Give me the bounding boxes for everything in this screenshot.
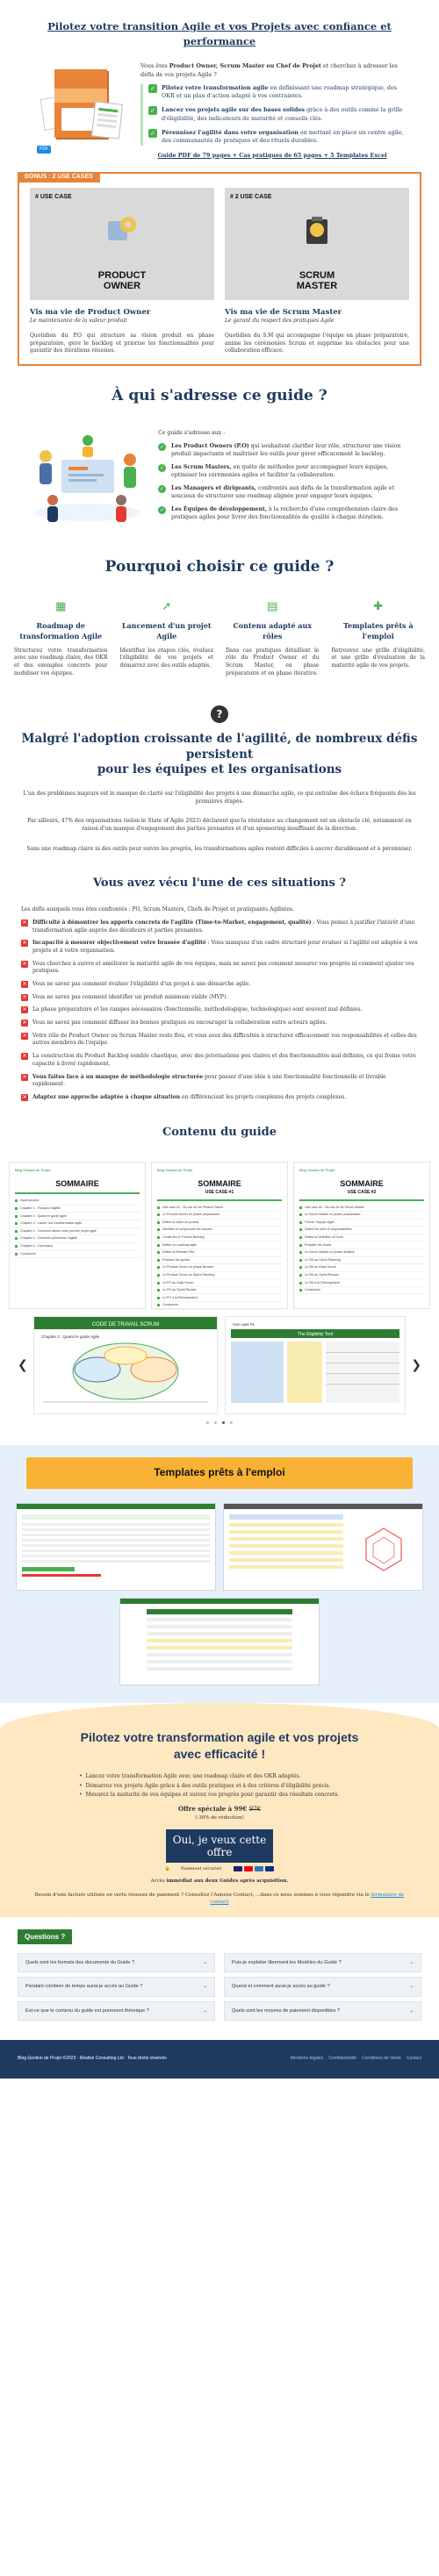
- check-icon: ✓: [159, 506, 165, 513]
- offer-title: Pilotez votre transformation agile et vos projets avec efficacité !: [80, 1730, 359, 1762]
- situation-item: ✕ La construction du Product Backlog semble chaotique, avec des priorisations peu claires et des fonctionnalités mal définies, ce qui freine votre capacité à livrer rapidement.: [22, 1053, 416, 1067]
- summary-row: Chapitre 2 : Quand le guide Agile: [15, 1213, 140, 1220]
- hero-section: [0, 0, 439, 168]
- situation-item: ✕ Adaptez une approche adaptée à chaque situation en différenciant les projets complexes des projets complexes.: [22, 1093, 347, 1100]
- carousel-dots: [0, 1420, 439, 1428]
- why-section: [0, 556, 439, 678]
- audience-item: ✓ Les Équipes de développement, à la recherche d'une compréhension claire des pratiques agiles pour livrer des fonctionnalités de qualité à chaque itération.: [159, 505, 398, 520]
- faq-question[interactable]: Quand et comment aurai-je accès au guide ? ⌄: [224, 1977, 421, 1996]
- footer-links: [285, 2056, 421, 2062]
- situation-item: ✕ Vous cherchez à suivre et améliorer la maturité agile de vos équipes, mais ne savez pas comment mesurer vos progrès ni comment ajuster vos pratiques.: [22, 960, 414, 975]
- why-title: Pourquoi choisir ce guide ?: [104, 557, 335, 576]
- summary-row: Le PO au Daily Scrum: [157, 1279, 282, 1287]
- use-case-subtitle: Le garant du respect des pratiques Agile: [225, 318, 335, 325]
- chevron-down-icon: ⌄: [409, 2007, 414, 2014]
- summary-row: Chapitre 4 : Comment lancer votre premier projet agile: [15, 1228, 140, 1236]
- contact-note: Besoin d'une facture utilisée en vertu réseaux de paiement ? Consultez l'Annexe Contact, ...dans ce nous sommes à vous répondre via le formulaire de contact: [34, 1892, 405, 1905]
- scrum-master-image: # 2 USE CASE SCRUM MASTER: [225, 188, 409, 300]
- template-preview: [16, 1503, 216, 1591]
- templates-banner: Templates prêts à l'emploi: [26, 1457, 413, 1489]
- framework-diagram: [34, 1317, 217, 1413]
- cross-icon: ✕: [22, 1006, 27, 1013]
- cross-icon: ✕: [22, 1093, 27, 1100]
- audience-intro: Ce guide s'adresse aux :: [158, 429, 226, 436]
- preview-carousel: [18, 1316, 421, 1414]
- summary-row: Préparer les rituels: [299, 1241, 424, 1249]
- question-icon: ?: [211, 705, 228, 723]
- summary-row: Avant-propos: [15, 1198, 140, 1206]
- use-case-title: Vis ma vie de Scrum Master: [225, 308, 342, 318]
- summary-row: Le Product Owner en phase préparatoire: [157, 1212, 282, 1220]
- audience-title: À qui s'adresse ce guide ?: [112, 387, 327, 405]
- carousel-next-arrow[interactable]: ❯: [411, 1358, 421, 1373]
- preview-slide: [33, 1316, 218, 1414]
- summary-row: Chapitre 6 : Conclusion: [15, 1243, 140, 1251]
- svg-text:The Eligibility Tool: The Eligibility Tool: [298, 1332, 333, 1338]
- hero-bullet: ✓ Pilotez votre transformation agile en définissant une roadmap stratégique, des OKR et un plan d'action adapté à vos contraintes.: [148, 84, 404, 101]
- summary-row: Définir un roadmap agile: [157, 1241, 282, 1249]
- challenges-paragraph: Par ailleurs, 47% des organisations (selon le State of Agile 2023) déclarent que la résistance au changement est un obstacle clé, notamment en raison d'un manque d'engagement des parties prenantes et d'un sponsoring insuffisant de la direction.: [27, 818, 412, 832]
- svg-text:CODE DE TRAVAIL SCRUM: CODE DE TRAVAIL SCRUM: [91, 1322, 160, 1328]
- summary-row: Use case #2 : Vis ma vie de Scrum Master: [299, 1205, 424, 1213]
- summary-row: Le SM au Sprint Review: [299, 1272, 424, 1280]
- spreadsheet-icon: [91, 102, 123, 140]
- summary-row: Chapitre 3 : Lancer une transformation agile: [15, 1220, 140, 1228]
- gift-icon: ✚: [373, 600, 384, 614]
- offer-section: [0, 1703, 439, 1917]
- benefit-item: • Démarrez vos projets Agile grâce à des outils pratiques et à des critères d'éligibilité précis.: [79, 1783, 360, 1791]
- contact-form-link[interactable]: formulaire de contact: [210, 1892, 405, 1905]
- cross-icon: ✕: [22, 1053, 27, 1060]
- faq-question[interactable]: Quels sont les formats des documents du Guide ? ⌄: [18, 1953, 215, 1972]
- use-case-text: Quotidien du P.O qui structure sa vision produit en phase préparatoire, gère le backlog et priorise les fonctionnalités pour garantir des itérations réussies.: [30, 333, 214, 354]
- feature-card: ▤ Contenu adapté aux rôles Dans cas pratiques détaillent le rôle du Product Owner et du Scrum Master, en phase préparatoire et en phase itérative.: [226, 600, 320, 676]
- summary-row: Identifier et comprendre les besoins: [157, 1227, 282, 1234]
- gear-icon: [104, 212, 140, 247]
- feature-card: ➚ Lancement d'un projet Agile Identifiez les étapes clés, évaluez l'éligibilité de vos projets et démarrez avec des outils adaptés.: [119, 600, 213, 669]
- visa-icon: [234, 1866, 242, 1871]
- situation-item: ✕ Vous ne savez pas comment identifier un produit minimum viable (MVP).: [22, 993, 228, 1000]
- hero-bullet: ✓ Pérennisez l'agilité dans votre organisation en mettant en place un centre agile, des communautés de pratiques et des rituels durables.: [148, 129, 404, 146]
- use-case-card: [30, 188, 214, 355]
- summary-row: Le SM au Sprint Planning: [299, 1257, 424, 1265]
- summary-row: Le PO à la Rétrospective: [157, 1294, 282, 1302]
- check-icon: ✓: [159, 485, 165, 492]
- carousel-dot[interactable]: [206, 1421, 209, 1424]
- faq-question[interactable]: Pendant combien de temps aurai-je accès au Guide ? ⌄: [18, 1977, 215, 1996]
- summary-row: Le Scrum Master en phase itérative: [299, 1249, 424, 1257]
- blog-logo: Blog Gestion de Projet: [299, 1168, 335, 1173]
- content-title: Contenu du guide: [162, 1125, 277, 1139]
- content-section: [0, 1125, 439, 1428]
- blog-logo: Blog Gestion de Projet: [157, 1168, 193, 1173]
- cross-icon: ✕: [22, 1032, 27, 1039]
- paypal-icon: [265, 1866, 274, 1871]
- summary-row: Le SM à la Rétrospective: [299, 1279, 424, 1287]
- summary-row: Conclusion: [157, 1302, 282, 1310]
- secure-payment-label: Paiement sécurisé: [180, 1866, 222, 1872]
- challenges-section: [0, 705, 439, 853]
- pdf-badge: PDF: [37, 146, 51, 154]
- check-icon: ✓: [159, 443, 165, 450]
- svg-text:Chapitre 2 : Quand le guide Ag: Chapitre 2 : Quand le guide Agile: [41, 1335, 100, 1340]
- summary-row: Conclusion: [15, 1250, 140, 1258]
- audience-section: [0, 385, 439, 530]
- footer-link[interactable]: Contact: [406, 2056, 421, 2062]
- summary-row: Conclusion: [299, 1287, 424, 1295]
- summary-row: Chapitre 1 : Pourquoi l'agilité: [15, 1206, 140, 1213]
- summary-row: Définir la vision du produit: [157, 1220, 282, 1227]
- bonus-section: [18, 172, 421, 366]
- discount-label: (-30% de réduction): [195, 1815, 244, 1821]
- cross-icon: ✕: [22, 940, 27, 947]
- situation-item: ✕ Votre rôle de Product Owner ou Scrum Master reste flou, et vous avez des difficultés à structurer efficacement vos responsabilités et celles des autres membres de l'équipe.: [22, 1032, 417, 1047]
- cross-icon: ✕: [22, 993, 27, 1000]
- eligibility-table: [226, 1317, 405, 1413]
- offer-price: Offre spéciale à 99€ 97€: [177, 1804, 262, 1813]
- situation-item: ✕ La phase préparatoire et les rampes nécessaires (fonctionnelle, méthodologique, technologique) sont souvent mal définies.: [22, 1006, 363, 1013]
- chevron-down-icon: ⌄: [203, 1984, 207, 1990]
- carousel-prev-arrow[interactable]: ❮: [18, 1358, 28, 1373]
- summary-row: Construire le Product Backlog: [157, 1234, 282, 1242]
- hero-lead: Vous êtes Product Owner, Scrum Master ou Chef de Projet et cherchez à adresser les défis de vos projets Agile ?: [140, 62, 398, 78]
- clipboard-icon: [299, 212, 335, 247]
- chevron-down-icon: ⌄: [409, 1984, 414, 1990]
- faq-label: Questions ?: [18, 1929, 72, 1945]
- chevron-down-icon: ⌄: [203, 1960, 207, 1966]
- bonus-label: BONUS : 2 USE CASES: [18, 172, 100, 182]
- situations-lead: Les défis auxquels vous êtes confrontés : PO, Scrum Masters, Chefs de Projet et pratiquants Agilistes.: [21, 906, 295, 913]
- footer-link[interactable]: Mentions légales: [290, 2056, 324, 2062]
- payment-row: [26, 1866, 413, 1873]
- page-title: Pilotez votre transition Agile et vos Projets avec confiance et performance: [47, 20, 392, 47]
- faq-question[interactable]: Quels sont les moyens de paiement disponibles ? ⌄: [224, 2001, 421, 2021]
- cross-icon: ✕: [22, 981, 27, 988]
- footer-link[interactable]: Conditions de Vente: [362, 2056, 401, 2062]
- guide-book-image: [35, 62, 130, 157]
- use-case-label: USE CASE #2: [347, 1190, 377, 1196]
- summary-row: Le Scrum Master en phase préparatoire: [299, 1212, 424, 1220]
- audience-item: ✓ Les Managers et dirigeants, confrontés aux défis de la transformation agile et soucieux de structurer une roadmap alignée pour engager leurs équipes.: [159, 484, 394, 499]
- use-case-subtitle: Le maintenance de la valeur produit: [30, 318, 127, 325]
- situation-item: ✕ Vous ne savez pas comment évaluer l'éligibilité d'un projet à une démarche agile.: [22, 981, 251, 988]
- summary-page-preview: [9, 1162, 146, 1309]
- use-case-title: Vis ma vie de Product Owner: [30, 308, 151, 318]
- carousel-dot[interactable]: [222, 1421, 225, 1424]
- footer-copyright: Blog Gestion de Projet ©2023 · Réalisé Consulting Ltd · Tous droits réservés: [18, 2056, 167, 2062]
- use-case-card: [225, 188, 409, 355]
- check-icon: ✓: [148, 129, 157, 138]
- summary-row: Définir la Release Plan: [157, 1249, 282, 1257]
- benefit-item: • Lancez votre transformation Agile avec une roadmap claire et des OKR adaptés.: [79, 1773, 360, 1781]
- hero-bullet: ✓ Lancez vos projets agile sur des bases solides grâce à des outils comme la grille d'éligibilité, des indicateurs de maturité et conseils clés.: [148, 106, 404, 123]
- carousel-dot[interactable]: [230, 1421, 233, 1424]
- mastercard-icon: [244, 1866, 253, 1871]
- templates-section: [0, 1445, 439, 1703]
- cross-icon: ✕: [22, 960, 27, 967]
- challenges-title: Malgré l'adoption croissante de l'agilité, de nombreux défis persistent pour les équipes et les organisations: [21, 732, 418, 777]
- cross-icon: ✕: [22, 1073, 27, 1080]
- summary-row: Préparer les sprints: [157, 1257, 282, 1265]
- svg-text:Use case #1: Use case #1: [233, 1322, 255, 1327]
- summary-row: Le SM au Daily Scrum: [299, 1264, 424, 1272]
- cross-icon: ✕: [22, 919, 27, 926]
- template-preview: [119, 1598, 320, 1685]
- offer-benefits: [79, 1773, 360, 1800]
- buy-offer-button[interactable]: Oui, je veux cette offre: [166, 1829, 273, 1863]
- card-icons: [232, 1866, 274, 1873]
- audience-item: ✓ Les Product Owners (P.O) qui souhaitent clarifier leur rôle, structurer une vision produit impactante et maîtriser les outils pour gérer efficacement le backlog.: [159, 442, 401, 457]
- footer: [0, 2040, 439, 2079]
- check-icon: ✓: [148, 106, 157, 115]
- situations-title: Vous avez vécu l'une de ces situations ?: [93, 877, 346, 891]
- document-icon: ▤: [267, 600, 278, 614]
- roadmap-icon: ▦: [55, 600, 67, 614]
- use-case-text: Quotidien du S.M qui accompagne l'équipe en phase préparatoire, anime les cérémonies Scrum et supprime les obstacles pour une collaboration efficace.: [225, 333, 409, 354]
- challenges-paragraph: L'un des problèmes majeurs est le manque de clarté sur l'éligibilité des projets à une démarche agile, ce qui entraîne des échecs fréquents dès les premières étapes.: [23, 790, 416, 805]
- summary-row: Le Product Owner en phase itérative: [157, 1264, 282, 1272]
- check-icon: ✓: [159, 464, 165, 471]
- access-note: Accès immédiat aux deux Guides après acquisition.: [150, 1878, 289, 1884]
- chevron-down-icon: ⌄: [203, 2007, 207, 2014]
- summary-title: SOMMAIRE: [55, 1179, 99, 1189]
- footer-link[interactable]: Confidentialité: [328, 2056, 356, 2062]
- situation-item: ✕ Incapacité à mesurer objectivement votre brassée d'agilité : Vous manquez d'un cadre structuré pour évaluer si l'agilité est adaptée à vos projets et à votre organisation.: [22, 940, 418, 954]
- audience-item: ✓ Les Scrum Masters, en quête de méthodes pour accompagner leurs équipes, optimiser les cérémonies agiles et faciliter la collaboration.: [159, 463, 389, 478]
- summary-page-preview: [293, 1162, 430, 1309]
- situation-item: ✕ Vous faites face à un manque de méthodologie structurée pour passer d'une idée à une fonctionnalité fonctionnelle et livrable rapidement.: [22, 1073, 386, 1088]
- preview-slide: [225, 1316, 406, 1414]
- situation-item: ✕ Vous ne savez pas comment diffuser les bonnes pratiques ou encourager la collaboration entre acteurs agiles.: [22, 1020, 327, 1027]
- use-case-label: USE CASE #1: [205, 1190, 234, 1196]
- blog-logo: Blog Gestion de Projet: [15, 1168, 51, 1173]
- summary-row: Use case #1 : Vis ma vie de Product Owner: [157, 1205, 282, 1213]
- summary-row: Chapitre 5 : Comment pérenniser l'agilité: [15, 1235, 140, 1243]
- amex-icon: [255, 1866, 263, 1871]
- check-icon: ✓: [148, 84, 157, 93]
- benefit-item: • Mesurez la maturité de vos équipes et suivez vos progrès pour garantir des résultats concrets.: [79, 1792, 360, 1800]
- summary-row: Le Product Owner au Sprint Planning: [157, 1272, 282, 1280]
- template-preview: [223, 1503, 423, 1591]
- summary-row: Le PO au Sprint Review: [157, 1287, 282, 1295]
- summary-title: SOMMAIRE: [340, 1179, 384, 1189]
- feature-card: ▦ Roadmap de transformation Agile Structurez votre transformation avec une roadmap claire, des OKR et des exemples concrets pour mobiliser vos équipes.: [14, 600, 108, 676]
- guide-contents-line: Guide PDF de 79 pages + Cas pratiques de 65 pages + 5 Templates Excel: [157, 151, 387, 159]
- product-owner-image: # USE CASE PRODUCT OWNER: [30, 188, 214, 300]
- summary-page-preview: [151, 1162, 288, 1309]
- summary-title: SOMMAIRE: [198, 1179, 241, 1189]
- challenges-paragraph: Sans une roadmap claire ni des outils pour suivre les progrès, les transformations agiles restent difficiles à ancrer durablement et à pérenniser.: [26, 845, 413, 852]
- feature-card: ✚ Templates prêts à l'emploi Retrouvez une grille d'éligibilité, et une grille d'évaluation de la maturité agile de vos projets.: [331, 600, 425, 669]
- summary-row: Définir les rôles et responsabilités: [299, 1227, 424, 1234]
- lock-icon: 🔒: [164, 1866, 170, 1872]
- situations-section: [0, 876, 439, 1101]
- situation-item: ✕ Difficulté à démontrer les apports concrets de l'agilité (Time-to-Market, engagement, qualité) : Vous peinez à justifier l'intérêt d'une transformation agile auprès des décideurs et parties prenantes.: [22, 919, 415, 934]
- faq-question[interactable]: Puis-je exploiter librement les Modèles du Guide ? ⌄: [224, 1953, 421, 1972]
- carousel-dot[interactable]: [214, 1421, 217, 1424]
- summary-row: Former l'équipe Agile: [299, 1220, 424, 1227]
- faq-question[interactable]: Est-ce que le contenu du guide est purement théorique ? ⌄: [18, 2001, 215, 2021]
- cross-icon: ✕: [22, 1020, 27, 1027]
- chevron-down-icon: ⌄: [409, 1960, 414, 1966]
- team-illustration: [26, 425, 149, 530]
- faq-section: [0, 1917, 439, 2040]
- summary-row: Définir la Definition of Done: [299, 1234, 424, 1242]
- rocket-icon: ➚: [162, 600, 172, 614]
